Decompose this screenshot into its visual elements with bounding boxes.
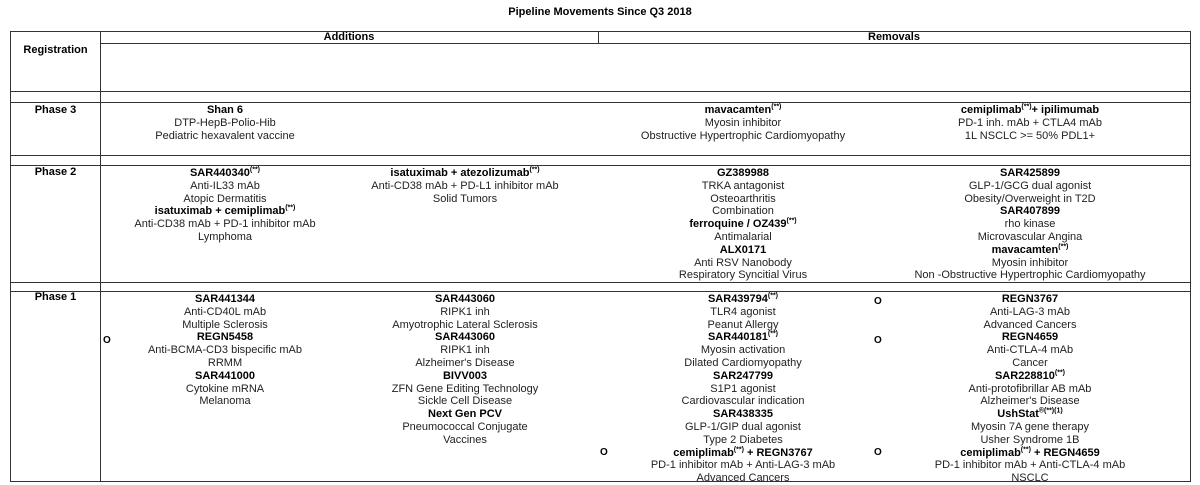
drug-name-text: SAR407899 bbox=[1000, 205, 1060, 218]
drug-detail: Pediatric hexavalent vaccine bbox=[155, 129, 295, 142]
footnote-marker: (**) bbox=[1021, 103, 1032, 111]
drug-name-text: mavacamten bbox=[704, 104, 772, 116]
drug-detail: Peanut Allergy bbox=[707, 318, 779, 331]
footnote-marker: (**) bbox=[771, 103, 782, 111]
drug-detail: ZFN Gene Editing Technology bbox=[391, 382, 539, 395]
drug-name bbox=[880, 370, 1180, 383]
drug-name bbox=[608, 244, 878, 257]
footnote-marker: (**) bbox=[249, 166, 261, 174]
drug-name-text: Next Gen PCV bbox=[428, 408, 502, 421]
drug-name-text: SAR440340 bbox=[189, 167, 250, 179]
drug-detail: Anti-BCMA-CD3 bispecific mAb bbox=[147, 344, 303, 357]
drug-name-text: GZ389988 bbox=[717, 167, 769, 179]
drug-detail: GLP-1/GIP dual agonist bbox=[685, 420, 801, 433]
drug-name bbox=[608, 408, 878, 421]
row-divider bbox=[10, 291, 1191, 292]
drug-name bbox=[880, 331, 1180, 344]
drug-detail: Dilated Cardiomyopathy bbox=[684, 356, 802, 369]
phase1-additions-col1 bbox=[90, 293, 360, 408]
drug-name-text: SAR441344 bbox=[195, 293, 255, 305]
header-divider bbox=[100, 43, 1191, 44]
drug-detail: GLP-1/GCG dual agonist bbox=[968, 179, 1092, 192]
drug-detail: Myosin activation bbox=[700, 344, 786, 357]
footnote-marker: (**) bbox=[786, 217, 797, 225]
drug-name-text: SAR440181 bbox=[707, 331, 768, 344]
drug-name bbox=[90, 205, 360, 218]
phase1-removals-col2 bbox=[880, 293, 1180, 485]
phase1-additions-col2 bbox=[330, 293, 600, 447]
label-column-divider bbox=[100, 31, 101, 482]
phase3-additions-col1 bbox=[90, 104, 360, 142]
drug-name-text: ALX0171 bbox=[719, 243, 767, 256]
drug-detail: Cytokine mRNA bbox=[185, 382, 265, 395]
drug-detail: Alzheimer's Disease bbox=[980, 395, 1080, 408]
drug-name bbox=[880, 205, 1180, 218]
drug-detail: Cardiovascular indication bbox=[681, 395, 805, 408]
drug-detail: Respiratory Syncitial Virus bbox=[678, 269, 808, 282]
drug-name bbox=[608, 218, 878, 231]
drug-name-suffix: + REGN4659 bbox=[1030, 446, 1100, 459]
drug-detail: NSCLC bbox=[1011, 472, 1049, 485]
drug-detail: RRMM bbox=[207, 356, 243, 369]
drug-name-text: SAR228810 bbox=[994, 369, 1055, 382]
marker-circle-icon: O bbox=[600, 447, 608, 458]
drug-detail: Microvascular Angina bbox=[977, 230, 1083, 243]
drug-detail: Usher Syndrome 1B bbox=[980, 433, 1080, 446]
drug-detail: Obstructive Hypertrophic Cardiomyopathy bbox=[640, 129, 846, 142]
drug-detail: Anti-protofibrillar AB mAb bbox=[968, 382, 1092, 395]
footnote-marker: (**) bbox=[285, 204, 296, 212]
drug-name-text: SAR439794 bbox=[707, 293, 768, 305]
drug-name bbox=[608, 167, 878, 180]
drug-detail: Anti-CD38 mAb + PD-1 inhibitor mAb bbox=[134, 218, 316, 231]
drug-name bbox=[330, 408, 600, 421]
row-divider bbox=[10, 91, 1191, 92]
marker-circle-icon: O bbox=[874, 296, 882, 307]
footnote-marker: (**) bbox=[767, 330, 779, 338]
footnote-marker: ®(**)(1) bbox=[1038, 407, 1063, 415]
drug-detail: 1L NSCLC >= 50% PDL1+ bbox=[964, 129, 1096, 142]
phase2-additions-col1 bbox=[90, 167, 360, 244]
row-divider bbox=[10, 155, 1191, 156]
drug-detail: Melanoma bbox=[199, 395, 251, 408]
drug-name bbox=[608, 293, 878, 306]
drug-detail: Myosin 7A gene therapy bbox=[970, 420, 1090, 433]
drug-detail: Multiple Sclerosis bbox=[182, 318, 268, 331]
drug-name-text: REGN5458 bbox=[196, 331, 254, 344]
drug-detail: Obesity/Overweight in T2D bbox=[964, 192, 1096, 205]
drug-name-text: REGN4659 bbox=[1001, 331, 1059, 344]
phase-label-registration: Registration bbox=[23, 44, 88, 56]
drug-detail: rho kinase bbox=[1004, 218, 1056, 231]
drug-detail: Non -Obstructive Hypertrophic Cardiomyopathy bbox=[914, 269, 1146, 282]
drug-detail: Anti-CD38 mAb + PD-L1 inhibitor mAb bbox=[371, 179, 559, 192]
marker-circle-icon: O bbox=[874, 447, 882, 458]
drug-detail: RIPK1 inh bbox=[440, 305, 490, 318]
drug-detail: Amyotrophic Lateral Sclerosis bbox=[392, 318, 538, 331]
footnote-marker: (**) bbox=[733, 445, 744, 453]
drug-name-text: isatuximab + cemiplimab bbox=[154, 205, 286, 218]
drug-detail: Vaccines bbox=[443, 433, 487, 446]
drug-detail: Pneumococcal Conjugate bbox=[402, 420, 528, 433]
table-border-right bbox=[1190, 31, 1191, 482]
drug-detail: Osteoarthritis bbox=[710, 192, 776, 205]
drug-name-text: Shan 6 bbox=[206, 104, 244, 116]
drug-detail: Anti-IL33 mAb bbox=[190, 179, 260, 192]
additions-header: Additions bbox=[323, 31, 375, 43]
drug-name bbox=[608, 104, 878, 117]
drug-detail: Type 2 Diabetes bbox=[703, 433, 783, 446]
drug-detail: Myosin inhibitor bbox=[704, 116, 782, 129]
drug-detail: S1P1 agonist bbox=[710, 382, 776, 395]
drug-detail: Solid Tumors bbox=[432, 192, 498, 205]
drug-detail: Myosin inhibitor bbox=[991, 256, 1069, 269]
phase2-removals-col1 bbox=[608, 167, 878, 282]
footnote-marker: (**) bbox=[1020, 445, 1031, 453]
drug-detail: TRKA antagonist bbox=[701, 179, 785, 192]
drug-detail: PD-1 inhibitor mAb + Anti-LAG-3 mAb bbox=[650, 459, 836, 472]
drug-detail: DTP-HepB-Polio-Hib bbox=[174, 116, 276, 129]
drug-detail: TLR4 agonist bbox=[710, 305, 776, 318]
drug-name bbox=[90, 331, 360, 344]
drug-name bbox=[608, 370, 878, 383]
drug-name bbox=[90, 370, 360, 383]
drug-name-suffix: + ipilimumab bbox=[1031, 104, 1100, 116]
drug-name bbox=[330, 370, 600, 383]
phase-label-phase3: Phase 3 bbox=[34, 104, 77, 116]
drug-detail: Cancer bbox=[1012, 356, 1048, 369]
drug-detail: Alzheimer's Disease bbox=[415, 356, 515, 369]
drug-name-text: UshStat bbox=[997, 408, 1039, 421]
phase1-removals-col1 bbox=[608, 293, 878, 485]
drug-name bbox=[608, 331, 878, 344]
drug-name-text: cemiplimab bbox=[673, 446, 734, 459]
footnote-marker: (**) bbox=[529, 166, 540, 174]
drug-name-text: BIVV003 bbox=[442, 369, 488, 382]
drug-detail: PD-1 inhibitor mAb + Anti-CTLA-4 mAb bbox=[934, 459, 1126, 472]
drug-detail: Anti-LAG-3 mAb bbox=[989, 305, 1071, 318]
footnote-marker: (**) bbox=[1054, 369, 1066, 377]
phase-label-phase1: Phase 1 bbox=[34, 291, 77, 303]
phase3-removals-col1 bbox=[608, 104, 878, 142]
drug-detail: RIPK1 inh bbox=[440, 344, 490, 357]
removals-header: Removals bbox=[868, 31, 920, 43]
drug-name bbox=[608, 447, 878, 460]
drug-name bbox=[330, 167, 600, 180]
drug-name-text: SAR425899 bbox=[1000, 167, 1060, 179]
drug-name bbox=[90, 104, 360, 117]
page-title: Pipeline Movements Since Q3 2018 bbox=[508, 6, 692, 18]
row-divider bbox=[10, 165, 1191, 166]
drug-detail: Lymphoma bbox=[197, 230, 252, 243]
drug-name-text: SAR443060 bbox=[435, 293, 495, 305]
phase-label-phase2: Phase 2 bbox=[34, 166, 77, 178]
footnote-marker: (**) bbox=[1058, 243, 1069, 251]
drug-name bbox=[880, 167, 1180, 180]
drug-name bbox=[90, 293, 360, 306]
drug-detail: PD-1 inh. mAb + CTLA4 mAb bbox=[958, 116, 1102, 129]
drug-name-text: cemiplimab bbox=[960, 104, 1022, 116]
drug-detail: Advanced Cancers bbox=[983, 318, 1077, 331]
drug-name-text: ferroquine / OZ439 bbox=[689, 218, 787, 231]
drug-detail: Anti-CD40L mAb bbox=[183, 305, 267, 318]
row-divider bbox=[10, 102, 1191, 103]
drug-name bbox=[880, 244, 1180, 257]
phase2-additions-col2 bbox=[330, 167, 600, 205]
drug-detail: Antimalarial bbox=[714, 230, 772, 243]
phase3-removals-col2 bbox=[880, 104, 1180, 142]
phase2-removals-col2 bbox=[880, 167, 1180, 282]
drug-detail: Anti RSV Nanobody bbox=[694, 256, 792, 269]
marker-circle-icon: O bbox=[103, 335, 111, 346]
drug-name bbox=[90, 167, 360, 180]
drug-detail: Anti-CTLA-4 mAb bbox=[986, 344, 1074, 357]
drug-detail: Combination bbox=[712, 205, 774, 218]
footnote-marker: (**) bbox=[767, 292, 779, 300]
table-border-left bbox=[10, 31, 11, 482]
drug-name-text: cemiplimab bbox=[960, 446, 1021, 459]
drug-name bbox=[330, 331, 600, 344]
drug-name-text: mavacamten bbox=[991, 243, 1059, 256]
drug-name-text: SAR443060 bbox=[435, 331, 495, 344]
drug-detail: Sickle Cell Disease bbox=[417, 395, 513, 408]
drug-name bbox=[880, 104, 1180, 117]
drug-name bbox=[330, 293, 600, 306]
marker-circle-icon: O bbox=[874, 335, 882, 346]
drug-detail: Atopic Dermatitis bbox=[183, 192, 267, 205]
drug-name bbox=[880, 447, 1180, 460]
drug-name-suffix: + REGN3767 bbox=[743, 446, 813, 459]
drug-name-text: SAR438335 bbox=[713, 408, 773, 421]
drug-name-text: SAR247799 bbox=[713, 369, 773, 382]
drug-name bbox=[880, 408, 1180, 421]
drug-detail: Advanced Cancers bbox=[696, 472, 790, 485]
drug-name-text: isatuximab + atezolizumab bbox=[390, 167, 530, 179]
drug-name-text: REGN3767 bbox=[1001, 293, 1059, 305]
drug-name bbox=[880, 293, 1180, 306]
drug-name-text: SAR441000 bbox=[195, 369, 255, 382]
